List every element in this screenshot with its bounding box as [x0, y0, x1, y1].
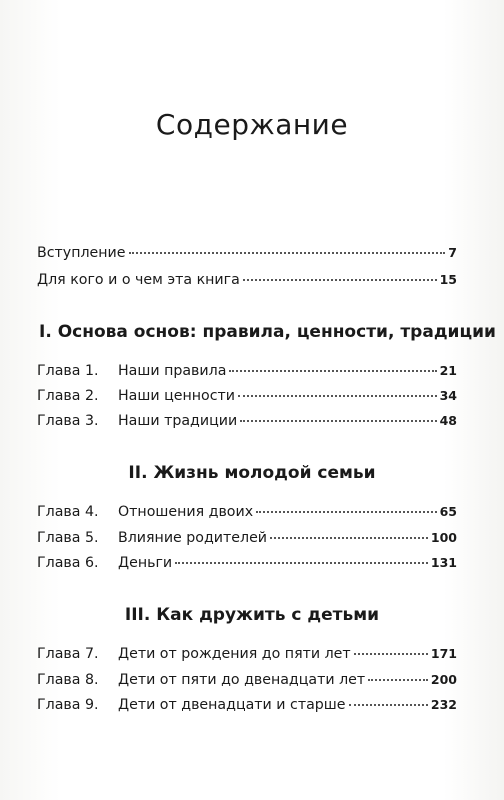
toc-page-number: 15	[439, 272, 457, 287]
toc-page-number: 171	[430, 646, 457, 661]
chapter-number: Глава 8.	[37, 672, 99, 688]
toc-entry-audience	[37, 270, 457, 290]
toc-page-number: 34	[439, 388, 457, 403]
toc-page-number: 65	[439, 504, 457, 519]
chapter-title: Наши традиции	[118, 413, 238, 429]
toc-chapter-7	[37, 644, 457, 664]
toc-page-number: 7	[448, 245, 457, 260]
dot-leader	[256, 511, 436, 513]
chapter-title: Наши правила	[118, 363, 227, 379]
chapter-title: Дети от пяти до двенадцати лет	[118, 672, 366, 688]
dot-leader	[270, 537, 428, 539]
dot-leader	[354, 653, 428, 655]
chapter-title: Отношения двоих	[118, 504, 254, 520]
toc-page-number: 131	[430, 555, 457, 570]
chapter-title: Влияние родителей	[118, 530, 268, 546]
chapter-title: Дети от двенадцати и старше	[118, 697, 346, 713]
chapter-number: Глава 9.	[37, 697, 99, 713]
toc-chapter-8	[37, 670, 457, 690]
chapter-number: Глава 6.	[37, 555, 99, 571]
dot-leader	[243, 279, 437, 281]
dot-leader	[229, 370, 436, 372]
dot-leader	[349, 704, 428, 706]
chapter-number: Глава 7.	[37, 646, 99, 662]
toc-page-number: 21	[439, 363, 457, 378]
toc-chapter-9	[37, 695, 457, 715]
chapter-number: Глава 1.	[37, 363, 99, 379]
chapter-number: Глава 3.	[37, 413, 99, 429]
toc-chapter-1	[37, 361, 457, 381]
toc-entry-label: Для кого и о чем эта книга	[37, 272, 240, 288]
chapter-number: Глава 2.	[37, 388, 99, 404]
dot-leader	[129, 252, 446, 254]
toc-chapter-6	[37, 553, 457, 573]
part-3-title: III. Как дружить с детьми	[124, 605, 380, 625]
chapter-title: Наши ценности	[118, 388, 235, 404]
toc-page-number: 232	[430, 697, 457, 712]
chapter-number: Глава 5.	[37, 530, 99, 546]
part-1-title: I. Основа основ: правила, ценности, традиции	[39, 322, 496, 342]
chapter-title: Дети от рождения до пяти лет	[118, 646, 351, 662]
chapter-number: Глава 4.	[37, 504, 99, 520]
part-2-title: II. Жизнь молодой семьи	[128, 463, 376, 483]
toc-chapter-4	[37, 502, 457, 522]
page-title: Содержание	[155, 108, 349, 141]
toc-chapter-5	[37, 528, 457, 548]
toc-page-number: 48	[439, 413, 457, 428]
toc-page-number: 100	[430, 530, 457, 545]
toc-entry-label: Вступление	[37, 245, 126, 261]
dot-leader	[175, 562, 428, 564]
toc-chapter-3	[37, 411, 457, 431]
dot-leader	[368, 679, 428, 681]
toc-chapter-2	[37, 386, 457, 406]
dot-leader	[240, 420, 436, 422]
toc-page-number: 200	[430, 672, 457, 687]
toc-entry-intro	[37, 243, 457, 263]
dot-leader	[238, 395, 437, 397]
chapter-title: Деньги	[118, 555, 173, 571]
